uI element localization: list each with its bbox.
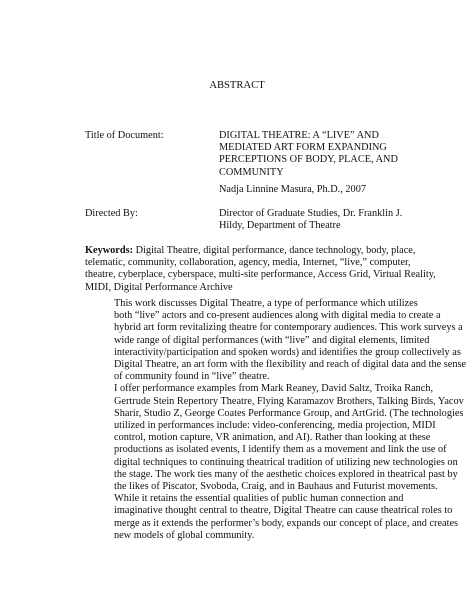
paragraph-line: hybrid art form revitalizing theatre for contemporary audiences. This work surveys a: [114, 322, 463, 334]
keywords-line: theatre, cyberplace, cyberspace, multi-site performance, Access Grid, Virtual Reality,: [85, 269, 436, 281]
keywords-text: Digital Theatre, digital performance, dance technology, body, place,: [133, 245, 416, 256]
paragraph-line: utilized in performances include: video-conferencing, media projection, MIDI: [114, 420, 436, 432]
keywords-line: MIDI, Digital Performance Archive: [85, 281, 233, 293]
paragraph-line: of community found in “live” theatre.: [114, 371, 270, 383]
keywords-block: [85, 245, 436, 294]
paragraph-line: digital techniques to continuing theatrical tradition of utilizing new technologies on: [114, 456, 458, 468]
paragraph-line: the stage. The work ties many of the aesthetic choices explored in theatrical past by: [114, 468, 458, 480]
abstract-body: [85, 298, 467, 542]
paragraph-line: wide range of digital performances (with “live” and digital elements, limited: [114, 334, 430, 346]
paragraph-line: control, motion capture, VR animation, and AI). Rather than looking at these: [114, 432, 431, 444]
document-title: [219, 130, 439, 179]
director-line: Hildy, Department of Theatre: [219, 220, 341, 232]
paragraph-line: Digital Theatre, an art form with the flexibility and reach of digital data and the sense: [114, 359, 467, 371]
author-line: Nadja Linnine Masura, Ph.D., 2007: [219, 184, 366, 195]
keywords-label: Keywords:: [85, 245, 134, 256]
title-line: COMMUNITY: [219, 166, 284, 178]
paragraph-line: interactivity/participation and spoken words) and identifies the group collectively as: [114, 346, 461, 358]
paragraph-line: the likes of Piscator, Svoboda, Craig, and in Bauhaus and Futurist movements.: [114, 481, 438, 493]
paragraph-line: productions as isolated events, I identify them as a movement and link the use of: [114, 444, 447, 456]
keywords-line: [85, 245, 425, 257]
paragraph-line: imaginative thought central to theatre, Digital Theatre can cause theatrical roles to: [114, 505, 453, 517]
paragraph-line: This work discusses Digital Theatre, a type of performance which utilizes: [114, 298, 418, 309]
director-line: Director of Graduate Studies, Dr. Franklin J.: [219, 208, 403, 219]
title-line: DIGITAL THEATRE: A “LIVE” AND: [219, 130, 379, 141]
paragraph-line: merge as it extends the performer’s body, expands our concept of place, and creates: [114, 517, 459, 529]
paragraph-line: Sharir, Studio Z, George Coates Performance Group, and ArtGrid. (The technologies: [114, 407, 464, 419]
director-info: [219, 208, 439, 232]
title-line: PERCEPTIONS OF BODY, PLACE, AND: [219, 154, 398, 166]
keywords-line: telematic, community, collaboration, agency, media, Internet, “live,” computer,: [85, 257, 411, 269]
title-line: MEDIATED ART FORM EXPANDING: [219, 142, 387, 154]
title-label: Title of Document:: [85, 130, 164, 141]
paragraph-line: I offer performance examples from Mark Reaney, David Saltz, Troika Ranch,: [114, 383, 434, 395]
paragraph-line: new models of global community.: [114, 529, 255, 541]
abstract-paragraph: [85, 383, 464, 493]
directed-by-label: Directed By:: [85, 208, 138, 219]
paragraph-line: both “live” actors and co-present audiences along with digital media to create a: [114, 310, 441, 322]
page-heading: ABSTRACT: [209, 80, 265, 91]
abstract-paragraph: [85, 298, 467, 383]
paragraph-line: Gertrude Stein Repertory Theatre, Flying Karamazov Brothers, Talking Birds, Yacov: [114, 395, 464, 407]
paragraph-line: While it retains the essential qualities of public human connection and: [114, 493, 404, 505]
abstract-paragraph: [85, 493, 459, 542]
